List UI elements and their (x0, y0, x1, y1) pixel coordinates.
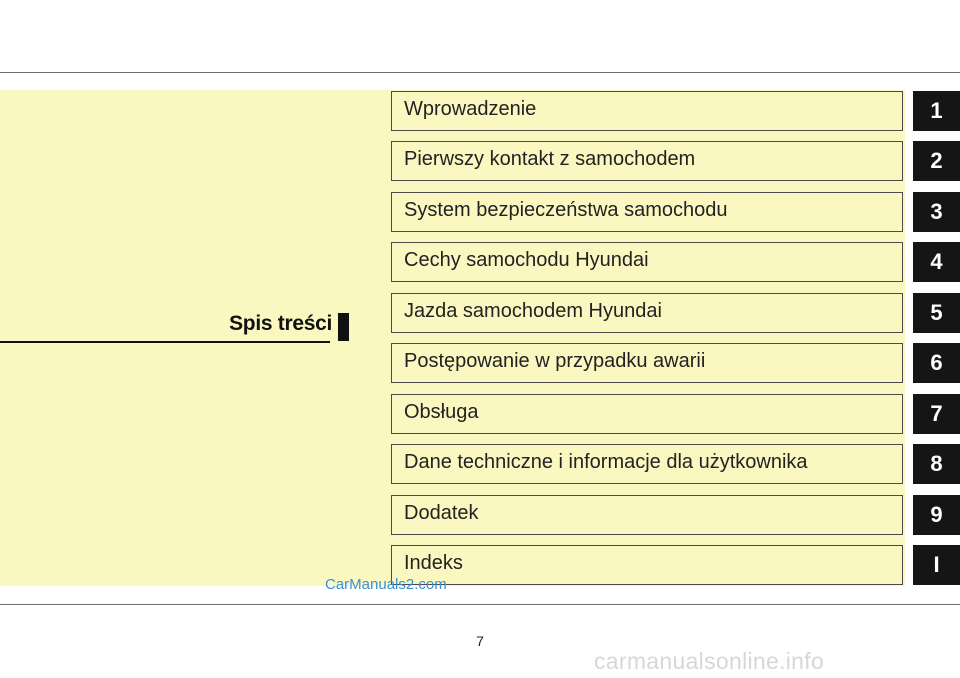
chapter-item-index[interactable] (391, 545, 903, 585)
chapter-tab-3[interactable]: 3 (913, 192, 960, 232)
chapter-tab-index[interactable]: I (913, 545, 960, 585)
footer-watermark: carmanualsonline.info (594, 648, 825, 674)
watermark-link[interactable]: CarManuals2.com (325, 576, 447, 593)
chapter-label: Indeks (404, 552, 463, 574)
chapter-item-4[interactable] (391, 242, 903, 282)
chapter-label: Dodatek (404, 502, 479, 524)
chapter-item-8[interactable] (391, 444, 903, 484)
chapter-label: Cechy samochodu Hyundai (404, 249, 649, 271)
section-title: Spis treści (229, 312, 332, 335)
chapter-label: Postępowanie w przypadku awarii (404, 350, 706, 372)
bottom-rule (0, 604, 960, 605)
chapter-item-7[interactable] (391, 394, 903, 434)
chapter-label: System bezpieczeństwa samochodu (404, 199, 728, 221)
page-number: 7 (476, 633, 484, 649)
chapter-item-9[interactable] (391, 495, 903, 535)
chapter-label: Pierwszy kontakt z samochodem (404, 148, 696, 170)
chapter-tab-9[interactable]: 9 (913, 495, 960, 535)
section-title-marker (338, 313, 349, 341)
chapter-tab-5[interactable]: 5 (913, 293, 960, 333)
chapter-tab-1[interactable]: 1 (913, 91, 960, 131)
chapter-label: Jazda samochodem Hyundai (404, 300, 662, 322)
chapter-item-6[interactable] (391, 343, 903, 383)
chapter-item-3[interactable] (391, 192, 903, 232)
section-divider (0, 341, 330, 343)
chapter-tab-6[interactable]: 6 (913, 343, 960, 383)
chapter-tab-8[interactable]: 8 (913, 444, 960, 484)
chapter-label: Dane techniczne i informacje dla użytkownika (404, 451, 808, 473)
chapter-item-1[interactable] (391, 91, 903, 131)
chapter-tab-7[interactable]: 7 (913, 394, 960, 434)
chapter-item-5[interactable] (391, 293, 903, 333)
chapter-tab-4[interactable]: 4 (913, 242, 960, 282)
top-rule (0, 72, 960, 73)
chapter-tab-2[interactable]: 2 (913, 141, 960, 181)
chapter-label: Wprowadzenie (404, 98, 537, 120)
chapter-label: Obsługa (404, 401, 479, 423)
chapter-item-2[interactable] (391, 141, 903, 181)
